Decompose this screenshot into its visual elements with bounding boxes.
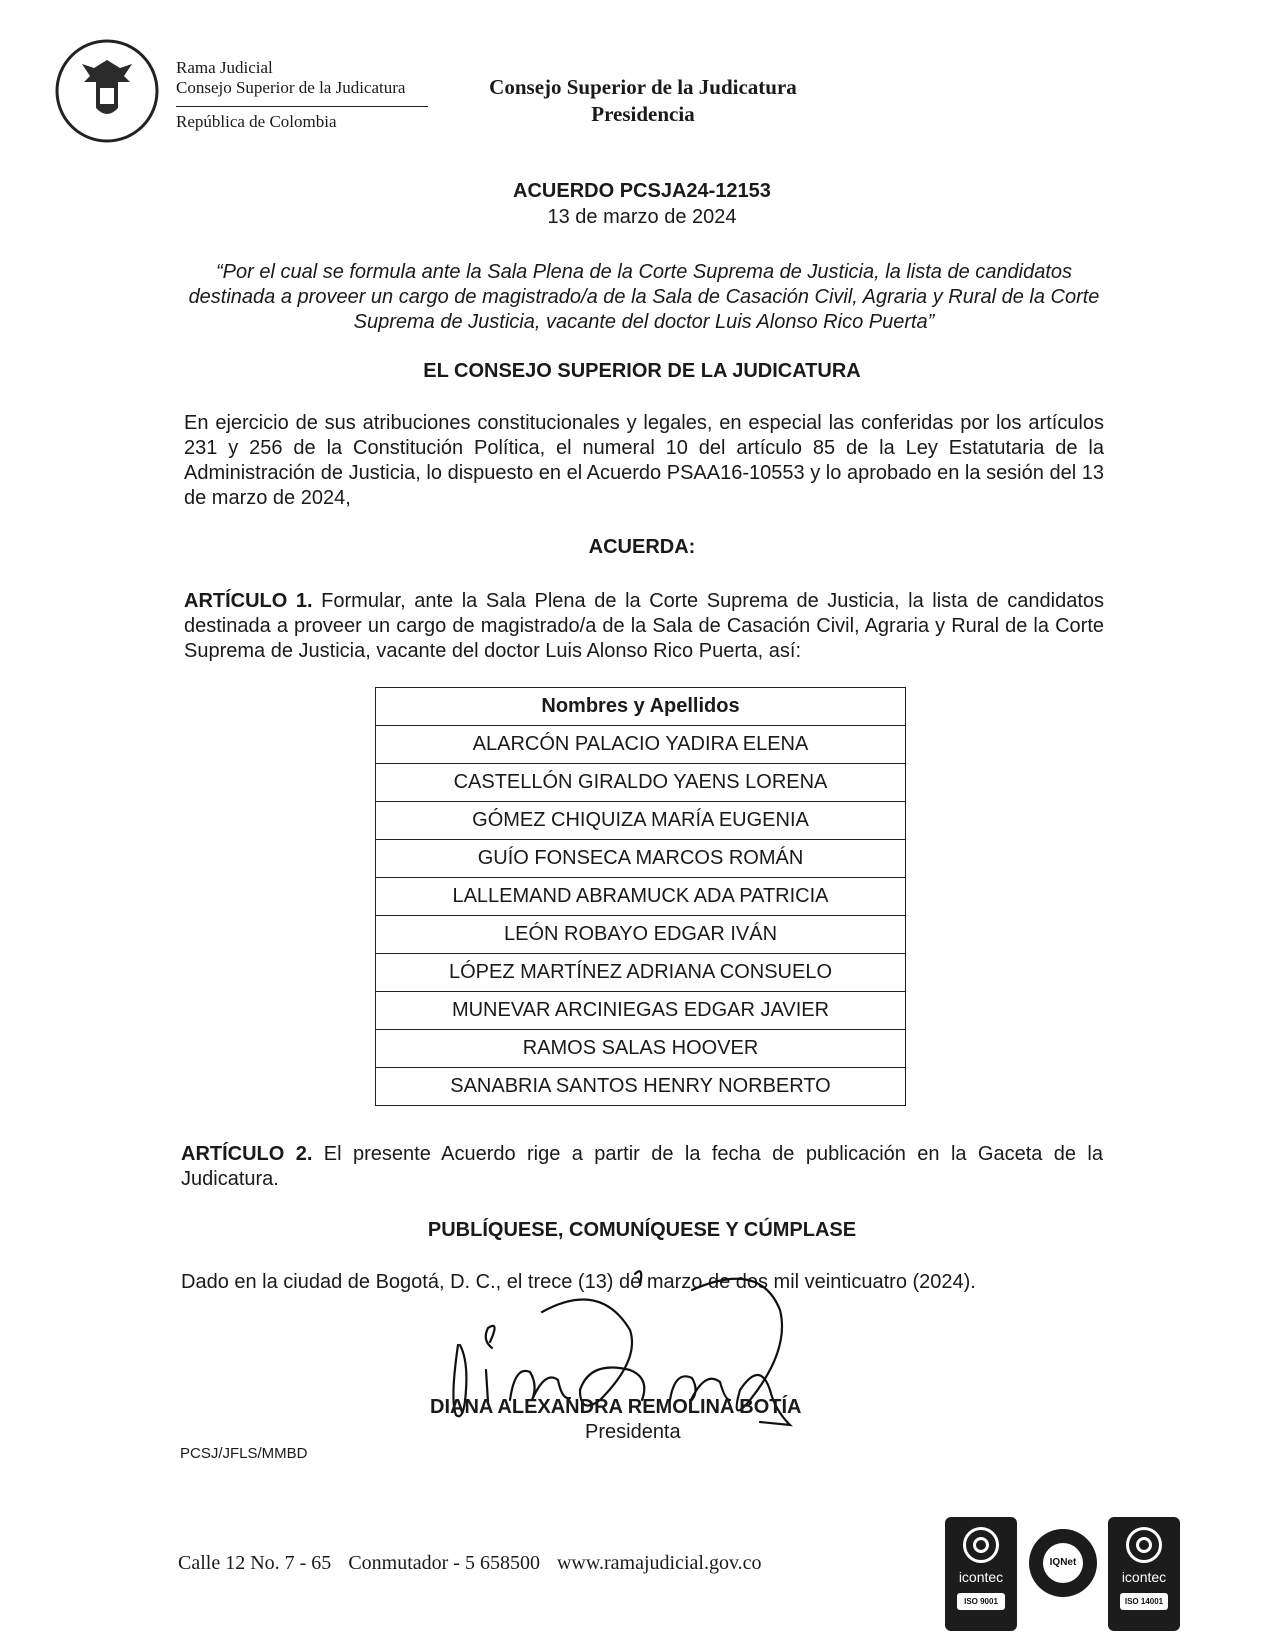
footer-phone: Conmutador - 5 658500 bbox=[348, 1552, 540, 1574]
icontec-iso-14001-logo bbox=[1108, 1517, 1180, 1631]
table-row bbox=[376, 1030, 906, 1068]
footer-address: Calle 12 No. 7 - 65 bbox=[178, 1552, 332, 1574]
candidate-name: RAMOS SALAS HOOVER bbox=[376, 1030, 906, 1068]
cert-brand: icontec bbox=[958, 1569, 1004, 1585]
cert-iso-label: ISO 14001 bbox=[1120, 1593, 1168, 1610]
table-row bbox=[376, 1068, 906, 1106]
candidate-name: LÓPEZ MARTÍNEZ ADRIANA CONSUELO bbox=[376, 954, 906, 992]
iqnet-logo bbox=[1029, 1529, 1097, 1597]
signer-role: Presidenta bbox=[585, 1421, 681, 1443]
table-row bbox=[376, 992, 906, 1030]
table-row bbox=[376, 878, 906, 916]
preamble-paragraph: En ejercicio de sus atribuciones constitucionales y legales, en especial las conferidas por los artículos 231 y 256 de la Constitución Política, el numeral 10 del artículo 85 de la Ley Estatutaria de la Administración de Justicia, lo dispuesto en el Acuerdo PSAA16-10553 y lo aprobado en la sesión del 13 de marzo de 2024, bbox=[184, 412, 1104, 509]
reference-initials: PCSJ/JFLS/MMBD bbox=[180, 1445, 308, 1462]
document-subject: “Por el cual se formula ante la Sala Plena de la Corte Suprema de Justicia, la lista de candidatos destinada a proveer un cargo de magistrado/a de la Sala de Casación Civil, Agraria y Rural de la Corte Suprema de Justicia, vacante del doctor Luis Alonso Rico Puerta” bbox=[188, 261, 1100, 333]
article-1 bbox=[184, 589, 1104, 664]
cert-brand: icontec bbox=[1121, 1569, 1167, 1585]
table-row bbox=[376, 764, 906, 802]
article-2 bbox=[181, 1142, 1103, 1192]
iqnet-label: IQNet bbox=[1043, 1543, 1083, 1583]
article-2-text: El presente Acuerdo rige a partir de la fecha de publicación en la Gaceta de la Judicatura. bbox=[181, 1143, 1104, 1190]
candidate-name: GÓMEZ CHIQUIZA MARÍA EUGENIA bbox=[376, 802, 906, 840]
candidate-name: LEÓN ROBAYO EDGAR IVÁN bbox=[376, 916, 906, 954]
table-row bbox=[376, 916, 906, 954]
org-line-consejo: Consejo Superior de la Judicatura bbox=[176, 78, 406, 97]
table-row bbox=[376, 802, 906, 840]
footer-website: www.ramajudicial.gov.co bbox=[556, 1552, 762, 1574]
candidate-name: CASTELLÓN GIRALDO YAENS LORENA bbox=[376, 764, 906, 802]
signer-name: DIANA ALEXANDRA REMOLINA BOTÍA bbox=[430, 1396, 802, 1418]
institution-name: Consejo Superior de la Judicatura bbox=[489, 75, 797, 99]
table-row bbox=[376, 840, 906, 878]
cert-iso-label: ISO 9001 bbox=[957, 1593, 1005, 1610]
header-divider bbox=[176, 106, 428, 107]
candidate-name: MUNEVAR ARCINIEGAS EDGAR JAVIER bbox=[376, 992, 906, 1030]
icontec-mark-icon bbox=[963, 1527, 999, 1563]
table-header-row bbox=[376, 688, 906, 726]
article-2-label: ARTÍCULO 2. bbox=[181, 1143, 313, 1165]
document-date: 13 de marzo de 2024 bbox=[547, 206, 737, 228]
candidate-name: LALLEMAND ABRAMUCK ADA PATRICIA bbox=[376, 878, 906, 916]
footer-contact bbox=[178, 1552, 774, 1575]
table-row bbox=[376, 954, 906, 992]
acuerda-heading: ACUERDA: bbox=[588, 536, 696, 558]
candidate-name: ALARCÓN PALACIO YADIRA ELENA bbox=[376, 726, 906, 764]
table-row bbox=[376, 726, 906, 764]
publish-heading: PUBLÍQUESE, COMUNÍQUESE Y CÚMPLASE bbox=[427, 1219, 857, 1241]
candidate-name: SANABRIA SANTOS HENRY NORBERTO bbox=[376, 1068, 906, 1106]
icontec-iso-9001-logo bbox=[945, 1517, 1017, 1631]
given-in-statement: Dado en la ciudad de Bogotá, D. C., el trece (13) de marzo de dos mil veinticuatro (2024). bbox=[181, 1271, 976, 1293]
org-line-republica: República de Colombia bbox=[176, 112, 337, 131]
coat-of-arms-seal bbox=[54, 38, 160, 144]
candidate-name: GUÍO FONSECA MARCOS ROMÁN bbox=[376, 840, 906, 878]
document-number: ACUERDO PCSJA24-12153 bbox=[513, 180, 771, 202]
article-1-label: ARTÍCULO 1. bbox=[184, 590, 313, 612]
org-line-rama-judicial: Rama Judicial bbox=[176, 58, 273, 77]
office-name: Presidencia bbox=[591, 102, 695, 126]
institution-heading bbox=[458, 74, 828, 128]
column-header-names: Nombres y Apellidos bbox=[376, 688, 906, 726]
icontec-mark-icon bbox=[1126, 1527, 1162, 1563]
org-name bbox=[176, 58, 405, 98]
candidates-table bbox=[375, 687, 906, 1106]
council-heading: EL CONSEJO SUPERIOR DE LA JUDICATURA bbox=[423, 360, 861, 382]
article-1-text: Formular, ante la Sala Plena de la Corte Suprema de Justicia, la lista de candidatos destinada a proveer un cargo de magistrado/a de la Sala de Casación Civil, Agraria y Rural de la Corte Suprema de Justicia, vacante del doctor Luis Alonso Rico Puerta, así: bbox=[184, 590, 1104, 662]
